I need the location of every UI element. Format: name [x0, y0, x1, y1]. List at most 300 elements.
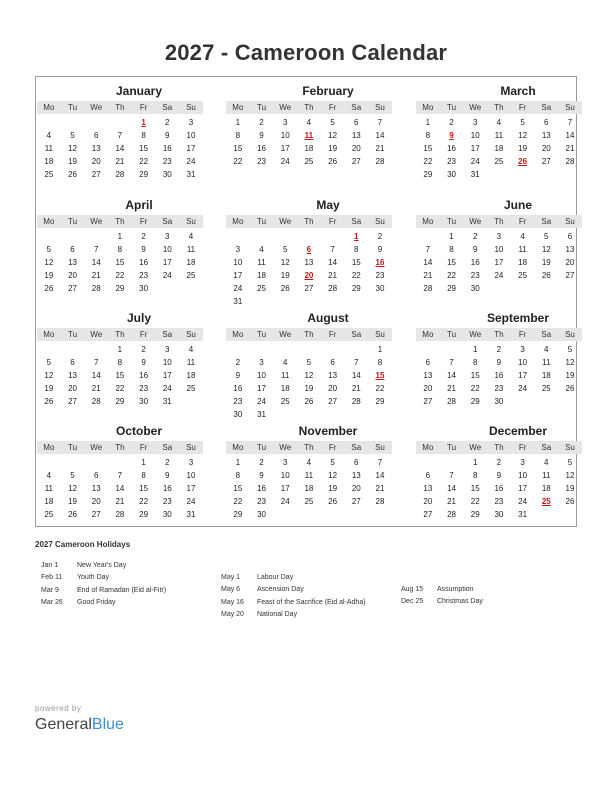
day-cell[interactable]: 26	[565, 497, 575, 506]
holiday-day-cell[interactable]: 1	[141, 118, 146, 127]
day-cell[interactable]: 31	[233, 297, 243, 306]
day-cell[interactable]: 27	[91, 170, 101, 179]
day-cell[interactable]: 18	[304, 144, 314, 153]
day-cell[interactable]: 21	[115, 497, 125, 506]
day-cell[interactable]: 16	[494, 484, 504, 493]
day-cell[interactable]: 30	[470, 284, 480, 293]
day-cell[interactable]: 28	[423, 284, 433, 293]
day-cell[interactable]: 11	[542, 471, 551, 480]
day-cell[interactable]: 31	[470, 170, 480, 179]
day-cell[interactable]: 9	[235, 371, 241, 380]
day-cell[interactable]: 21	[91, 271, 101, 280]
day-cell[interactable]: 3	[496, 232, 502, 241]
day-cell[interactable]: 14	[91, 258, 101, 267]
day-cell[interactable]: 23	[375, 271, 385, 280]
day-cell[interactable]: 25	[304, 497, 314, 506]
day-cell[interactable]: 3	[520, 458, 525, 467]
day-cell[interactable]: 18	[257, 271, 266, 280]
day-cell[interactable]: 23	[494, 497, 504, 506]
day-cell[interactable]: 19	[44, 384, 54, 393]
day-cell[interactable]: 5	[46, 245, 52, 254]
day-cell[interactable]: 26	[328, 157, 338, 166]
day-cell[interactable]: 8	[377, 358, 383, 367]
day-cell[interactable]: 16	[470, 258, 480, 267]
day-cell[interactable]: 28	[351, 397, 361, 406]
day-cell[interactable]: 10	[280, 131, 290, 140]
day-cell[interactable]: 21	[375, 484, 385, 493]
day-cell[interactable]: 9	[259, 471, 264, 480]
day-cell[interactable]: 28	[447, 397, 456, 406]
day-cell[interactable]: 10	[494, 245, 504, 254]
holiday-day-cell[interactable]: 26	[518, 157, 528, 166]
day-cell[interactable]: 1	[472, 458, 478, 467]
day-cell[interactable]: 9	[141, 245, 146, 254]
day-cell[interactable]: 31	[518, 510, 528, 519]
day-cell[interactable]: 4	[188, 345, 194, 354]
day-cell[interactable]: 26	[565, 384, 575, 393]
day-cell[interactable]: 13	[351, 471, 361, 480]
holiday-day-cell[interactable]: 9	[449, 131, 454, 140]
day-cell[interactable]: 15	[233, 144, 243, 153]
day-cell[interactable]: 12	[565, 358, 575, 367]
day-cell[interactable]: 3	[235, 245, 241, 254]
day-cell[interactable]: 9	[496, 358, 502, 367]
day-cell[interactable]: 5	[544, 232, 549, 241]
day-cell[interactable]: 22	[423, 157, 433, 166]
day-cell[interactable]: 14	[375, 471, 385, 480]
day-cell[interactable]: 21	[115, 157, 125, 166]
day-cell[interactable]: 27	[351, 497, 361, 506]
day-cell[interactable]: 20	[68, 271, 77, 280]
day-cell[interactable]: 10	[162, 245, 172, 254]
day-cell[interactable]: 19	[304, 384, 314, 393]
day-cell[interactable]: 7	[449, 358, 454, 367]
day-cell[interactable]: 5	[306, 358, 312, 367]
day-cell[interactable]: 12	[68, 484, 77, 493]
day-cell[interactable]: 18	[280, 384, 290, 393]
day-cell[interactable]: 21	[565, 144, 575, 153]
day-cell[interactable]: 26	[280, 284, 290, 293]
day-cell[interactable]: 20	[328, 384, 338, 393]
day-cell[interactable]: 17	[280, 484, 290, 493]
day-cell[interactable]: 8	[141, 471, 146, 480]
day-cell[interactable]: 1	[235, 118, 241, 127]
day-cell[interactable]: 17	[162, 371, 172, 380]
day-cell[interactable]: 17	[186, 144, 196, 153]
day-cell[interactable]: 6	[354, 458, 359, 467]
day-cell[interactable]: 23	[470, 271, 480, 280]
day-cell[interactable]: 13	[565, 245, 575, 254]
day-cell[interactable]: 16	[494, 371, 504, 380]
day-cell[interactable]: 24	[233, 284, 243, 293]
day-cell[interactable]: 2	[496, 345, 502, 354]
day-cell[interactable]: 24	[518, 384, 528, 393]
day-cell[interactable]: 17	[257, 384, 266, 393]
day-cell[interactable]: 26	[68, 510, 77, 519]
day-cell[interactable]: 29	[139, 170, 149, 179]
day-cell[interactable]: 28	[328, 284, 338, 293]
day-cell[interactable]: 5	[46, 358, 52, 367]
day-cell[interactable]: 12	[44, 258, 54, 267]
day-cell[interactable]: 11	[542, 358, 551, 367]
day-cell[interactable]: 1	[449, 232, 454, 241]
day-cell[interactable]: 12	[44, 371, 54, 380]
day-cell[interactable]: 31	[162, 397, 172, 406]
day-cell[interactable]: 30	[494, 397, 504, 406]
day-cell[interactable]: 27	[565, 271, 575, 280]
day-cell[interactable]: 24	[470, 157, 480, 166]
day-cell[interactable]: 8	[449, 245, 454, 254]
day-cell[interactable]: 11	[44, 144, 53, 153]
day-cell[interactable]: 8	[235, 471, 241, 480]
day-cell[interactable]: 30	[139, 284, 149, 293]
day-cell[interactable]: 7	[117, 131, 123, 140]
day-cell[interactable]: 1	[425, 118, 431, 127]
day-cell[interactable]: 9	[377, 245, 383, 254]
day-cell[interactable]: 2	[496, 458, 502, 467]
day-cell[interactable]: 15	[351, 258, 361, 267]
day-cell[interactable]: 6	[544, 118, 549, 127]
day-cell[interactable]: 21	[91, 384, 101, 393]
day-cell[interactable]: 6	[70, 245, 75, 254]
day-cell[interactable]: 2	[141, 232, 146, 241]
day-cell[interactable]: 8	[141, 131, 146, 140]
day-cell[interactable]: 2	[165, 458, 170, 467]
day-cell[interactable]: 2	[449, 118, 454, 127]
day-cell[interactable]: 22	[115, 384, 125, 393]
day-cell[interactable]: 27	[68, 284, 77, 293]
day-cell[interactable]: 30	[494, 510, 504, 519]
day-cell[interactable]: 13	[351, 131, 361, 140]
day-cell[interactable]: 6	[70, 358, 75, 367]
day-cell[interactable]: 29	[423, 170, 433, 179]
day-cell[interactable]: 17	[494, 258, 504, 267]
day-cell[interactable]: 4	[46, 131, 52, 140]
day-cell[interactable]: 3	[165, 232, 170, 241]
holiday-day-cell[interactable]: 15	[375, 371, 385, 380]
day-cell[interactable]: 8	[354, 245, 359, 254]
day-cell[interactable]: 12	[328, 131, 338, 140]
day-cell[interactable]: 8	[425, 131, 431, 140]
day-cell[interactable]: 9	[141, 358, 146, 367]
day-cell[interactable]: 23	[162, 497, 172, 506]
day-cell[interactable]: 24	[280, 157, 290, 166]
holiday-day-cell[interactable]: 11	[304, 131, 314, 140]
day-cell[interactable]: 11	[304, 471, 314, 480]
day-cell[interactable]: 27	[68, 397, 77, 406]
day-cell[interactable]: 16	[447, 144, 456, 153]
day-cell[interactable]: 30	[447, 170, 456, 179]
day-cell[interactable]: 26	[541, 271, 551, 280]
day-cell[interactable]: 3	[472, 118, 478, 127]
day-cell[interactable]: 29	[115, 284, 125, 293]
day-cell[interactable]: 14	[115, 484, 125, 493]
day-cell[interactable]: 8	[472, 358, 478, 367]
day-cell[interactable]: 14	[447, 484, 456, 493]
day-cell[interactable]: 5	[70, 131, 75, 140]
holiday-day-cell[interactable]: 25	[541, 497, 551, 506]
day-cell[interactable]: 5	[567, 458, 573, 467]
holiday-day-cell[interactable]: 20	[304, 271, 314, 280]
day-cell[interactable]: 6	[567, 232, 573, 241]
day-cell[interactable]: 22	[139, 157, 149, 166]
day-cell[interactable]: 6	[93, 131, 99, 140]
day-cell[interactable]: 13	[68, 258, 77, 267]
day-cell[interactable]: 15	[423, 144, 433, 153]
day-cell[interactable]: 7	[449, 471, 454, 480]
day-cell[interactable]: 10	[162, 358, 172, 367]
day-cell[interactable]: 18	[541, 484, 551, 493]
day-cell[interactable]: 14	[328, 258, 338, 267]
day-cell[interactable]: 31	[186, 510, 196, 519]
day-cell[interactable]: 1	[472, 345, 478, 354]
day-cell[interactable]: 23	[139, 384, 149, 393]
day-cell[interactable]: 30	[233, 410, 243, 419]
day-cell[interactable]: 8	[472, 471, 478, 480]
day-cell[interactable]: 28	[565, 157, 575, 166]
day-cell[interactable]: 20	[91, 157, 101, 166]
day-cell[interactable]: 1	[141, 458, 146, 467]
day-cell[interactable]: 13	[304, 258, 314, 267]
day-cell[interactable]: 6	[93, 471, 99, 480]
day-cell[interactable]: 7	[117, 471, 123, 480]
day-cell[interactable]: 3	[188, 458, 194, 467]
day-cell[interactable]: 11	[281, 371, 290, 380]
day-cell[interactable]: 2	[235, 358, 241, 367]
day-cell[interactable]: 14	[565, 131, 575, 140]
day-cell[interactable]: 25	[494, 157, 504, 166]
day-cell[interactable]: 16	[162, 484, 172, 493]
day-cell[interactable]: 31	[257, 410, 266, 419]
day-cell[interactable]: 21	[351, 384, 361, 393]
day-cell[interactable]: 19	[68, 497, 77, 506]
day-cell[interactable]: 5	[567, 345, 573, 354]
day-cell[interactable]: 22	[470, 497, 480, 506]
day-cell[interactable]: 24	[162, 271, 172, 280]
day-cell[interactable]: 7	[93, 358, 99, 367]
day-cell[interactable]: 4	[306, 118, 312, 127]
day-cell[interactable]: 9	[472, 245, 478, 254]
day-cell[interactable]: 18	[44, 497, 54, 506]
day-cell[interactable]: 12	[280, 258, 290, 267]
day-cell[interactable]: 12	[518, 131, 528, 140]
day-cell[interactable]: 13	[91, 144, 101, 153]
day-cell[interactable]: 26	[328, 497, 338, 506]
day-cell[interactable]: 28	[447, 510, 456, 519]
day-cell[interactable]: 19	[565, 484, 575, 493]
day-cell[interactable]: 24	[186, 157, 196, 166]
day-cell[interactable]: 17	[518, 371, 528, 380]
day-cell[interactable]: 11	[518, 245, 527, 254]
day-cell[interactable]: 12	[541, 245, 551, 254]
day-cell[interactable]: 1	[117, 345, 123, 354]
day-cell[interactable]: 3	[165, 345, 170, 354]
day-cell[interactable]: 25	[518, 271, 528, 280]
day-cell[interactable]: 20	[351, 484, 361, 493]
day-cell[interactable]: 21	[375, 144, 385, 153]
day-cell[interactable]: 10	[233, 258, 243, 267]
day-cell[interactable]: 26	[304, 397, 314, 406]
day-cell[interactable]: 19	[541, 258, 551, 267]
day-cell[interactable]: 3	[282, 458, 288, 467]
day-cell[interactable]: 28	[375, 497, 385, 506]
day-cell[interactable]: 17	[280, 144, 290, 153]
day-cell[interactable]: 22	[351, 271, 361, 280]
day-cell[interactable]: 4	[520, 232, 525, 241]
day-cell[interactable]: 23	[447, 157, 456, 166]
day-cell[interactable]: 28	[91, 284, 101, 293]
day-cell[interactable]: 13	[423, 371, 433, 380]
day-cell[interactable]: 23	[494, 384, 504, 393]
day-cell[interactable]: 15	[470, 484, 480, 493]
day-cell[interactable]: 16	[139, 371, 149, 380]
day-cell[interactable]: 17	[162, 258, 172, 267]
generalblue-logo[interactable]	[35, 716, 124, 734]
day-cell[interactable]: 4	[544, 345, 549, 354]
day-cell[interactable]: 2	[472, 232, 478, 241]
day-cell[interactable]: 23	[233, 397, 243, 406]
day-cell[interactable]: 29	[115, 397, 125, 406]
day-cell[interactable]: 21	[447, 497, 456, 506]
day-cell[interactable]: 22	[470, 384, 480, 393]
day-cell[interactable]: 3	[520, 345, 525, 354]
day-cell[interactable]: 30	[375, 284, 385, 293]
day-cell[interactable]: 26	[44, 284, 54, 293]
day-cell[interactable]: 15	[115, 258, 125, 267]
day-cell[interactable]: 8	[117, 358, 123, 367]
day-cell[interactable]: 10	[518, 471, 528, 480]
day-cell[interactable]: 13	[541, 131, 551, 140]
day-cell[interactable]: 16	[257, 484, 266, 493]
day-cell[interactable]: 7	[330, 245, 335, 254]
day-cell[interactable]: 13	[328, 371, 338, 380]
day-cell[interactable]: 2	[141, 345, 146, 354]
day-cell[interactable]: 19	[44, 271, 54, 280]
day-cell[interactable]: 10	[280, 471, 290, 480]
day-cell[interactable]: 6	[354, 118, 359, 127]
day-cell[interactable]: 29	[233, 510, 243, 519]
day-cell[interactable]: 11	[44, 484, 53, 493]
day-cell[interactable]: 5	[70, 471, 75, 480]
day-cell[interactable]: 22	[115, 271, 125, 280]
day-cell[interactable]: 31	[186, 170, 196, 179]
day-cell[interactable]: 6	[425, 358, 431, 367]
day-cell[interactable]: 14	[447, 371, 456, 380]
day-cell[interactable]: 27	[91, 510, 101, 519]
day-cell[interactable]: 17	[186, 484, 196, 493]
day-cell[interactable]: 7	[377, 458, 383, 467]
day-cell[interactable]: 14	[351, 371, 361, 380]
day-cell[interactable]: 27	[351, 157, 361, 166]
holiday-day-cell[interactable]: 1	[354, 232, 359, 241]
day-cell[interactable]: 25	[44, 170, 54, 179]
day-cell[interactable]: 18	[304, 484, 314, 493]
day-cell[interactable]: 24	[257, 397, 266, 406]
day-cell[interactable]: 6	[330, 358, 335, 367]
day-cell[interactable]: 21	[423, 271, 433, 280]
day-cell[interactable]: 18	[541, 371, 551, 380]
day-cell[interactable]: 5	[330, 458, 335, 467]
day-cell[interactable]: 10	[186, 471, 196, 480]
day-cell[interactable]: 15	[470, 371, 480, 380]
day-cell[interactable]: 21	[447, 384, 456, 393]
day-cell[interactable]: 28	[375, 157, 385, 166]
day-cell[interactable]: 4	[306, 458, 312, 467]
day-cell[interactable]: 30	[162, 170, 172, 179]
day-cell[interactable]: 19	[328, 484, 338, 493]
day-cell[interactable]: 9	[165, 131, 170, 140]
day-cell[interactable]: 12	[68, 144, 77, 153]
day-cell[interactable]: 11	[494, 131, 504, 140]
day-cell[interactable]: 20	[423, 384, 433, 393]
day-cell[interactable]: 24	[494, 271, 504, 280]
day-cell[interactable]: 6	[425, 471, 431, 480]
day-cell[interactable]: 7	[354, 358, 359, 367]
day-cell[interactable]: 7	[425, 245, 431, 254]
day-cell[interactable]: 24	[280, 497, 290, 506]
day-cell[interactable]: 4	[259, 245, 264, 254]
day-cell[interactable]: 10	[470, 131, 480, 140]
day-cell[interactable]: 24	[162, 384, 172, 393]
day-cell[interactable]: 14	[423, 258, 433, 267]
day-cell[interactable]: 28	[115, 170, 125, 179]
day-cell[interactable]: 19	[328, 144, 338, 153]
day-cell[interactable]: 24	[518, 497, 528, 506]
day-cell[interactable]: 5	[520, 118, 525, 127]
day-cell[interactable]: 25	[186, 384, 196, 393]
day-cell[interactable]: 14	[375, 131, 385, 140]
day-cell[interactable]: 27	[423, 397, 433, 406]
day-cell[interactable]: 20	[68, 384, 77, 393]
day-cell[interactable]: 19	[280, 271, 290, 280]
day-cell[interactable]: 19	[68, 157, 77, 166]
day-cell[interactable]: 11	[186, 245, 196, 254]
day-cell[interactable]: 9	[259, 131, 264, 140]
day-cell[interactable]: 3	[188, 118, 194, 127]
day-cell[interactable]: 4	[496, 118, 502, 127]
day-cell[interactable]: 29	[351, 284, 361, 293]
day-cell[interactable]: 14	[115, 144, 125, 153]
day-cell[interactable]: 25	[44, 510, 54, 519]
day-cell[interactable]: 3	[259, 358, 264, 367]
day-cell[interactable]: 23	[162, 157, 172, 166]
day-cell[interactable]: 16	[257, 144, 266, 153]
day-cell[interactable]: 19	[518, 144, 528, 153]
day-cell[interactable]: 27	[423, 510, 433, 519]
day-cell[interactable]: 12	[304, 371, 314, 380]
day-cell[interactable]: 2	[259, 458, 264, 467]
day-cell[interactable]: 4	[282, 358, 288, 367]
day-cell[interactable]: 22	[375, 384, 385, 393]
day-cell[interactable]: 1	[377, 345, 383, 354]
day-cell[interactable]: 16	[139, 258, 149, 267]
day-cell[interactable]: 17	[470, 144, 480, 153]
day-cell[interactable]: 23	[257, 497, 266, 506]
day-cell[interactable]: 28	[115, 510, 125, 519]
day-cell[interactable]: 27	[541, 157, 551, 166]
day-cell[interactable]: 22	[447, 271, 456, 280]
day-cell[interactable]: 7	[377, 118, 383, 127]
day-cell[interactable]: 25	[186, 271, 196, 280]
day-cell[interactable]: 7	[567, 118, 573, 127]
day-cell[interactable]: 29	[470, 397, 480, 406]
day-cell[interactable]: 23	[139, 271, 149, 280]
day-cell[interactable]: 26	[44, 397, 54, 406]
day-cell[interactable]: 9	[165, 471, 170, 480]
day-cell[interactable]: 8	[235, 131, 241, 140]
day-cell[interactable]: 4	[544, 458, 549, 467]
day-cell[interactable]: 8	[117, 245, 123, 254]
